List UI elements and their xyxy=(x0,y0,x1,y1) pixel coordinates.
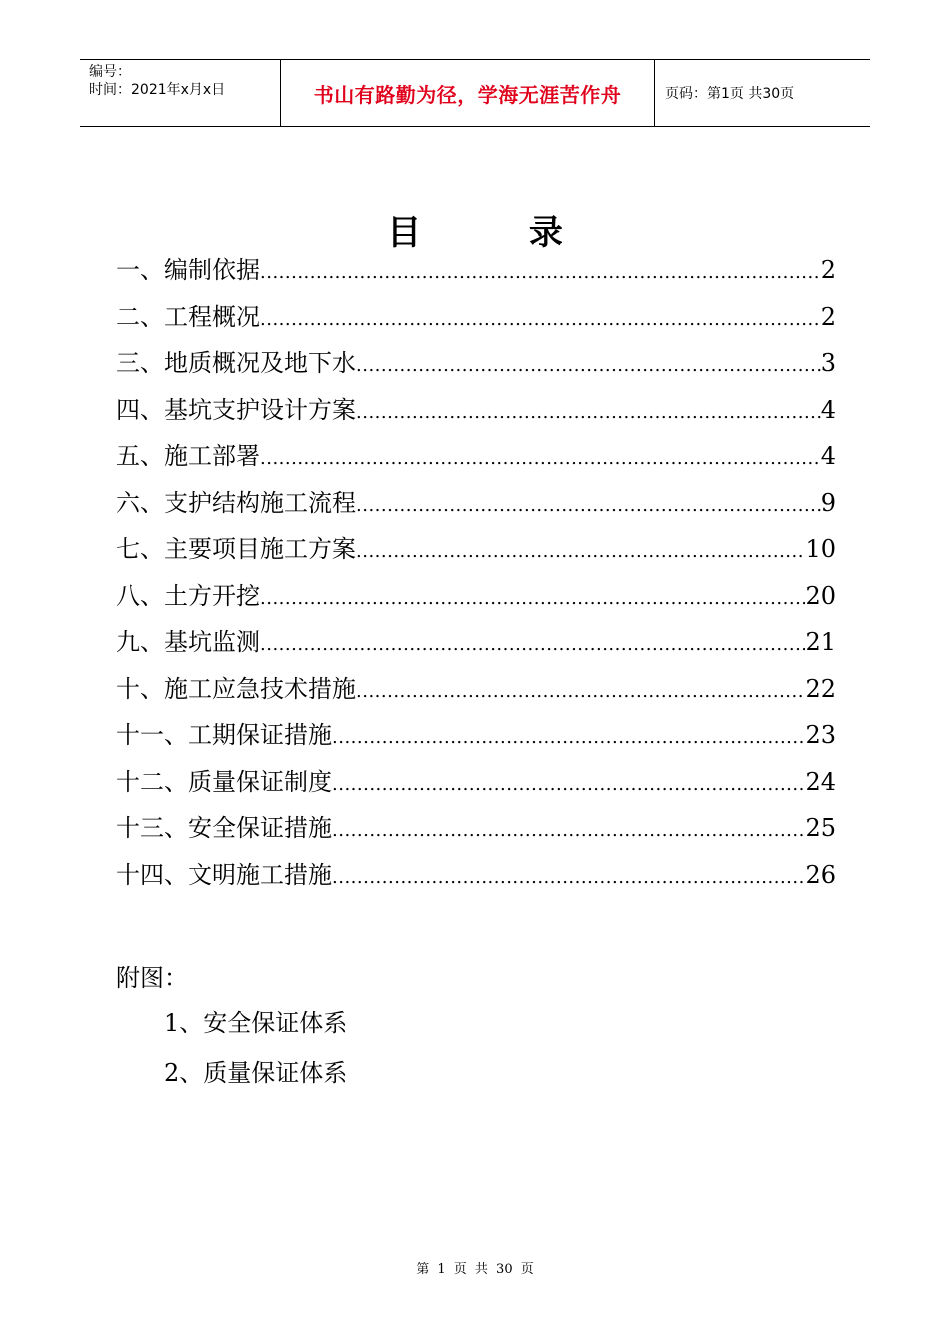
page-footer: 第 1 页 共 30 页 xyxy=(416,1262,534,1277)
appendix-list xyxy=(164,1005,347,1105)
toc-leader-dots xyxy=(356,348,821,384)
toc-entry-label: 四、基坑支护设计方案 xyxy=(116,395,356,424)
toc-entry-page: 4 xyxy=(820,442,836,470)
toc-title: 目 录 xyxy=(387,213,611,253)
toc-entry[interactable] xyxy=(116,252,836,299)
toc-entry-page: 2 xyxy=(820,256,836,284)
toc-entry[interactable] xyxy=(116,392,836,439)
header-meta xyxy=(80,60,281,126)
header-motto: 书山有路勤为径，学海无涯苦作舟 xyxy=(313,82,622,107)
toc-entry-page: 3 xyxy=(820,349,836,377)
toc-entry-page: 25 xyxy=(805,814,836,842)
toc-leader-dots xyxy=(332,767,805,803)
toc-entry-label: 二、工程概况 xyxy=(116,302,260,331)
toc-entry[interactable] xyxy=(116,810,836,857)
toc-entry-page: 2 xyxy=(820,302,836,331)
toc-entry[interactable] xyxy=(116,671,836,718)
page-header xyxy=(80,59,870,127)
header-page-cell xyxy=(655,60,870,126)
toc-leader-dots xyxy=(332,813,805,849)
appendix-title: 附图： xyxy=(116,964,188,992)
toc-entry-label: 八、土方开挖 xyxy=(116,581,260,610)
toc-entry[interactable] xyxy=(116,717,836,764)
toc-leader-dots xyxy=(332,720,805,756)
document-number-label: 编号： xyxy=(89,64,131,80)
toc-entry-page: 24 xyxy=(805,767,836,796)
toc-entry[interactable] xyxy=(116,438,836,485)
toc-leader-dots xyxy=(332,860,805,896)
toc-leader-dots xyxy=(356,488,821,524)
toc-entry-page: 23 xyxy=(805,721,836,749)
toc-leader-dots xyxy=(356,395,821,431)
toc-leader-dots xyxy=(260,581,805,617)
header-motto-cell xyxy=(281,60,655,126)
appendix-item: 2、质量保证体系 xyxy=(164,1059,348,1087)
toc-entry-label: 十、施工应急技术措施 xyxy=(116,674,356,703)
toc-leader-dots xyxy=(260,302,821,338)
toc-entry-label: 十二、质量保证制度 xyxy=(116,767,332,796)
toc-entry[interactable] xyxy=(116,485,836,532)
toc-entry[interactable] xyxy=(116,857,836,904)
toc-entry-label: 九、基坑监测 xyxy=(116,628,260,656)
toc-entry[interactable] xyxy=(116,531,836,578)
toc-entry-label: 十一、工期保证措施 xyxy=(116,721,332,749)
toc-leader-dots xyxy=(260,255,821,291)
toc-entry-label: 三、地质概况及地下水 xyxy=(116,349,356,377)
toc-entry-label: 六、支护结构施工流程 xyxy=(116,488,356,517)
toc-entry[interactable] xyxy=(116,578,836,625)
toc-leader-dots xyxy=(356,534,805,570)
toc-entry[interactable] xyxy=(116,624,836,671)
toc-entry-page: 20 xyxy=(805,581,836,610)
toc-entry-label: 一、编制依据 xyxy=(116,256,260,284)
toc-entry[interactable] xyxy=(116,764,836,811)
toc-entry[interactable] xyxy=(116,299,836,346)
appendix-item: 1、安全保证体系 xyxy=(164,1009,348,1037)
toc-entry-page: 10 xyxy=(805,535,836,563)
header-page-info: 页码：第1页 共30页 xyxy=(665,86,795,102)
toc-entry-page: 21 xyxy=(805,628,836,656)
toc-entry-page: 26 xyxy=(805,860,836,889)
toc-leader-dots xyxy=(260,627,805,663)
toc-entry-page: 4 xyxy=(820,395,836,424)
toc-entry-label: 五、施工部署 xyxy=(116,442,260,470)
toc-leader-dots xyxy=(260,441,821,477)
toc-entry-page: 9 xyxy=(820,488,836,517)
toc-entry-label: 七、主要项目施工方案 xyxy=(116,535,356,563)
document-date: 时间：2021年x月x日 xyxy=(89,82,226,98)
toc-entry-label: 十四、文明施工措施 xyxy=(116,860,332,889)
toc-list xyxy=(116,252,836,903)
toc-entry[interactable] xyxy=(116,345,836,392)
toc-entry-label: 十三、安全保证措施 xyxy=(116,814,332,842)
toc-entry-page: 22 xyxy=(805,674,836,703)
toc-leader-dots xyxy=(356,674,805,710)
